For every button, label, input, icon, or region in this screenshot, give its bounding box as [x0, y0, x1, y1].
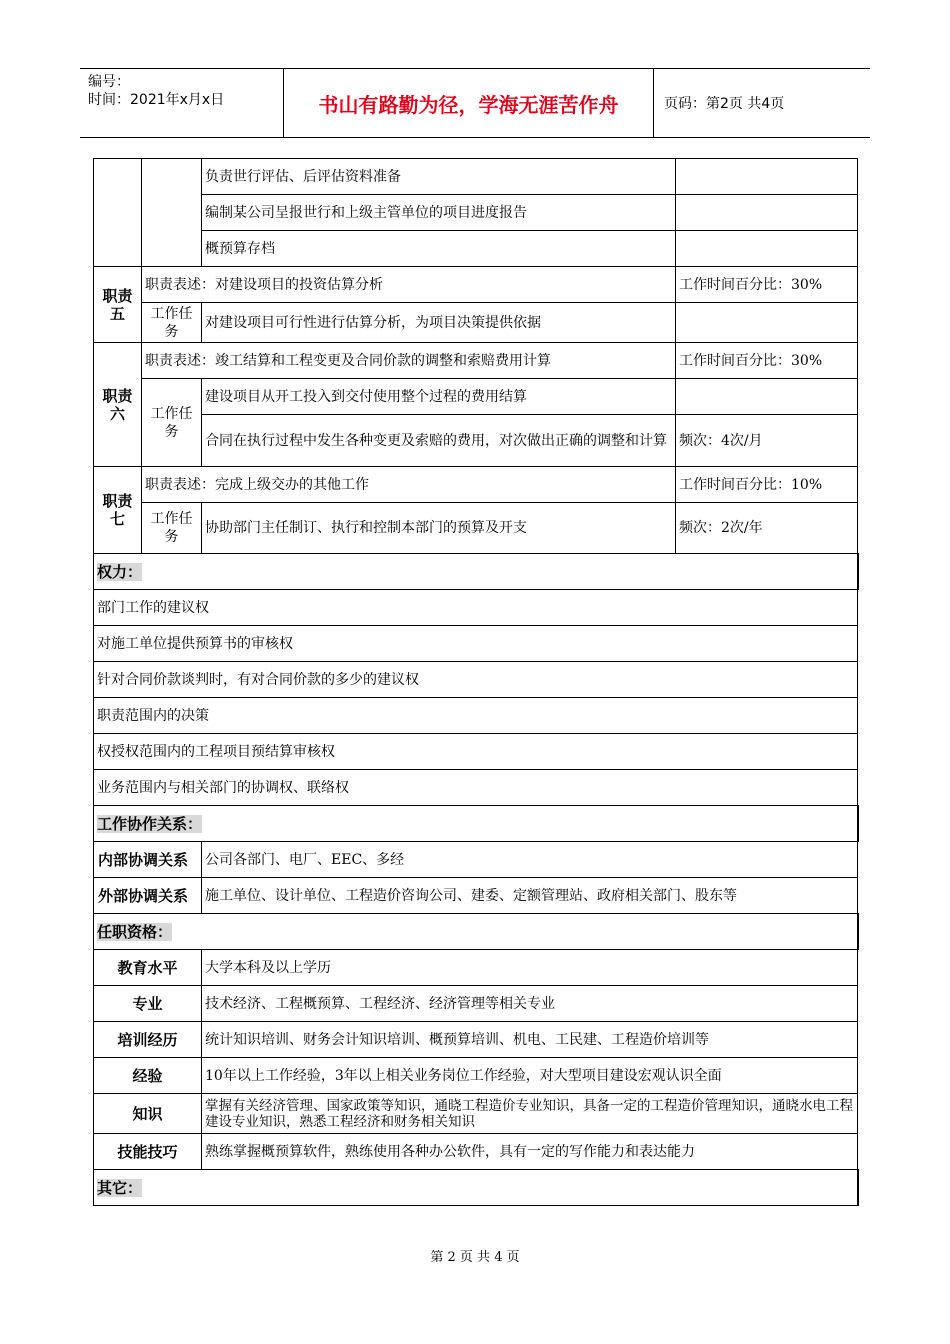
table-row: [94, 842, 858, 878]
time-percent: 工作时间百分比：30%: [676, 267, 858, 303]
list-item: [94, 662, 858, 698]
training-value: 统计知识培训、财务会计知识培训、概预算培训、机电、工民建、工程造价培训等: [202, 1022, 858, 1058]
internal-relations: 公司各部门、电厂、EEC、多经: [202, 842, 858, 878]
frequency-cell: [676, 159, 858, 195]
section-title-relations: 工作协作关系：: [94, 806, 858, 842]
section-title-other: 其它：: [94, 1170, 858, 1206]
table-row: [94, 1134, 858, 1170]
duty-label: 职责七: [94, 467, 142, 554]
table-row: [94, 195, 858, 231]
authority-item: 权授权范围内的工程项目预结算审核权: [94, 734, 858, 770]
frequency: 频次：4次/月: [676, 415, 858, 467]
table-row: [94, 267, 858, 303]
authority-item: 业务范围内与相关部门的协调权、联络权: [94, 770, 858, 806]
external-relations: 施工单位、设计单位、工程造价咨询公司、建委、定额管理站、政府相关部门、股东等: [202, 878, 858, 914]
table-row: [94, 303, 858, 343]
header-meta: [88, 73, 224, 109]
section-header-row: [94, 806, 858, 842]
date-label: 时间：2021年x月x日: [88, 92, 225, 108]
table-row: [94, 878, 858, 914]
list-item: [94, 626, 858, 662]
table-row: [94, 1094, 858, 1134]
job-description-table: [93, 158, 859, 1206]
duty-description: 职责表述：完成上级交办的其他工作: [142, 467, 676, 503]
table-row: [94, 159, 858, 195]
task-label: 工作任务: [142, 303, 202, 343]
education-value: 大学本科及以上学历: [202, 950, 858, 986]
frequency-cell: [676, 195, 858, 231]
frequency-cell: [676, 303, 858, 343]
table-row: [94, 415, 858, 467]
skills-value: 熟练掌握概预算软件，熟练使用各种办公软件，具有一定的写作能力和表达能力: [202, 1134, 858, 1170]
list-item: [94, 734, 858, 770]
major-label: 专业: [94, 986, 202, 1022]
section-title-authority: 权力：: [94, 554, 858, 590]
list-item: [94, 770, 858, 806]
knowledge-label: 知识: [94, 1094, 202, 1134]
table-row: [94, 379, 858, 415]
frequency-cell: [676, 379, 858, 415]
authority-item: 职责范围内的决策: [94, 698, 858, 734]
frequency: 频次：2次/年: [676, 503, 858, 554]
task-text: 负责世行评估、后评估资料准备: [202, 159, 676, 195]
education-label: 教育水平: [94, 950, 202, 986]
experience-value: 10年以上工作经验，3年以上相关业务岗位工作经验，对大型项目建设宏观认识全面: [202, 1058, 858, 1094]
training-label: 培训经历: [94, 1022, 202, 1058]
table-row: [94, 343, 858, 379]
table-row: [94, 503, 858, 554]
header-divider: [653, 69, 654, 137]
section-title-qualifications: 任职资格：: [94, 914, 858, 950]
task-text: 概预算存档: [202, 231, 676, 267]
time-percent: 工作时间百分比：30%: [676, 343, 858, 379]
duty-description: 职责表述：竣工结算和工程变更及合同价款的调整和索赔费用计算: [142, 343, 676, 379]
table-row: [94, 986, 858, 1022]
section-header-row: [94, 914, 858, 950]
duty-label: 职责六: [94, 343, 142, 467]
external-relations-label: 外部协调关系: [94, 878, 202, 914]
table-row: [94, 1058, 858, 1094]
header-page-info: 页码：第2页 共4页: [664, 96, 785, 112]
page-footer: 第 2 页 共 4 页: [430, 1250, 520, 1265]
time-percent: 工作时间百分比：10%: [676, 467, 858, 503]
table-row: [94, 467, 858, 503]
internal-relations-label: 内部协调关系: [94, 842, 202, 878]
authority-item: 针对合同价款谈判时，有对合同价款的多少的建议权: [94, 662, 858, 698]
experience-label: 经验: [94, 1058, 202, 1094]
task-label: 工作任务: [142, 503, 202, 554]
table-row: [94, 1022, 858, 1058]
section-header-row: [94, 1170, 858, 1206]
task-label-cell: [142, 159, 202, 267]
skills-label: 技能技巧: [94, 1134, 202, 1170]
frequency-cell: [676, 231, 858, 267]
list-item: [94, 698, 858, 734]
task-label: 工作任务: [142, 379, 202, 467]
page-header: [80, 68, 870, 138]
number-label: 编号：: [88, 74, 130, 90]
list-item: [94, 590, 858, 626]
authority-item: 部门工作的建议权: [94, 590, 858, 626]
task-text: 协助部门主任制订、执行和控制本部门的预算及开支: [202, 503, 676, 554]
authority-item: 对施工单位提供预算书的审核权: [94, 626, 858, 662]
duty-label-cell: [94, 159, 142, 267]
major-value: 技术经济、工程概预算、工程经济、经济管理等相关专业: [202, 986, 858, 1022]
duty-label: 职责五: [94, 267, 142, 343]
task-text: 编制某公司呈报世行和上级主管单位的项目进度报告: [202, 195, 676, 231]
task-text: 建设项目从开工投入到交付使用整个过程的费用结算: [202, 379, 676, 415]
table-row: [94, 231, 858, 267]
section-header-row: [94, 554, 858, 590]
duty-description: 职责表述：对建设项目的投资估算分析: [142, 267, 676, 303]
task-text: 对建设项目可行性进行估算分析，为项目决策提供依据: [202, 303, 676, 343]
task-text: 合同在执行过程中发生各种变更及索赔的费用，对次做出正确的调整和计算: [202, 415, 676, 467]
header-motto: 书山有路勤为径，学海无涯苦作舟: [318, 92, 619, 117]
knowledge-value: 掌握有关经济管理、国家政策等知识，通晓工程造价专业知识，具备一定的工程造价管理知识，通晓水电工程建设专业知识，熟悉工程经济和财务相关知识: [202, 1094, 858, 1134]
table-row: [94, 950, 858, 986]
